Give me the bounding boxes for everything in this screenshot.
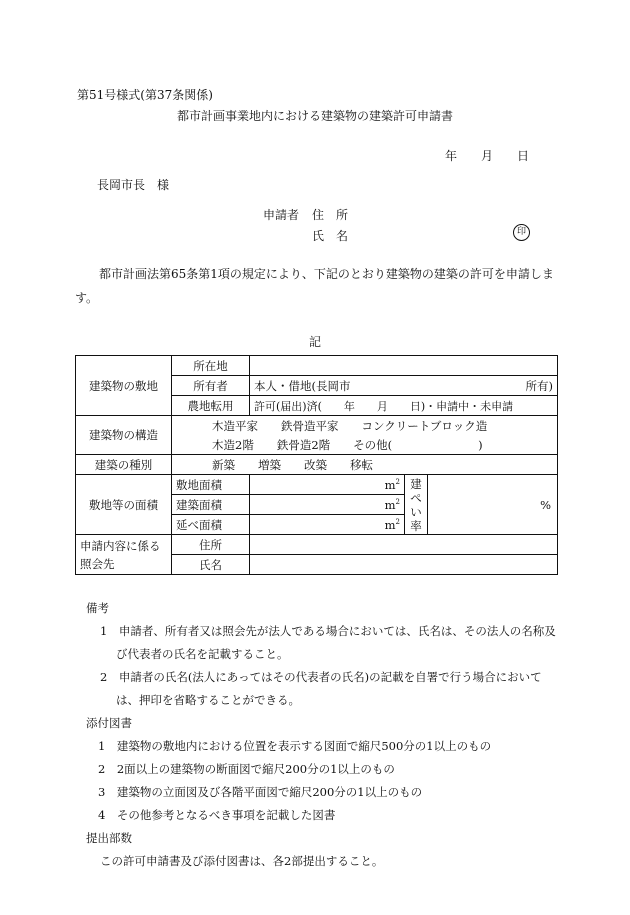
attachment-item: 2 2面以上の建築物の断面図で縮尺200分の1以上のもの (98, 762, 395, 776)
application-details-table (75, 355, 558, 575)
notes-section (86, 597, 556, 873)
structure-label: 建築物の構造 (76, 416, 172, 455)
remarks-heading: 備考 (86, 601, 109, 615)
site-label: 建築物の敷地 (76, 356, 172, 416)
applicant-address-label: 住 所 (312, 208, 349, 222)
coverage-ratio-label: 建 ぺ い 率 (405, 475, 428, 535)
owner-value: 本人・借地(長岡市 (254, 378, 351, 393)
remark-item: 1 申請者、所有者又は照会先が法人である場合においては、氏名は、その法人の名称及び代表者の氏名を記載すること。 (100, 624, 556, 661)
date-month: 月 (481, 149, 494, 163)
location-label: 所在地 (172, 356, 250, 376)
date-year: 年 (445, 149, 458, 163)
contact-address-field[interactable] (250, 535, 558, 555)
attachment-item: 1 建築物の敷地内における位置を表示する図面で縮尺500分の1以上のもの (98, 739, 492, 753)
structure-row2-close: ) (478, 437, 483, 452)
areas-label: 敷地等の面積 (76, 475, 172, 535)
floor-area-label: 延べ面積 (172, 515, 250, 535)
attachment-item: 4 その他参考となるべき事項を記載した図書 (98, 808, 336, 822)
seal-icon: 印 (513, 224, 530, 241)
copies-heading: 提出部数 (86, 831, 132, 845)
application-statement: 都市計画法第65条第1項の規定により、下記のとおり建築物の建築の許可を申請します。 (75, 267, 554, 305)
structure-options-row1[interactable]: 木造平家 鉄骨造平家 コンクリートブロック造 (172, 416, 558, 436)
owner-label: 所有者 (172, 376, 250, 396)
contact-label: 申請内容に係る照会先 (76, 535, 172, 575)
building-area-label: 建築面積 (172, 495, 250, 515)
applicant-name-label: 氏 名 (312, 229, 349, 243)
floor-area-field[interactable]: $m^2$ (250, 515, 405, 535)
table-row (76, 475, 558, 495)
site-area-label: 敷地面積 (172, 475, 250, 495)
percent-sign: % (540, 497, 551, 512)
farmland-field[interactable]: 許可(届出)済( 年 月 日)・申請中・未申請 (250, 396, 558, 416)
construction-type-options[interactable]: 新築 増築 改築 移転 (172, 455, 558, 475)
structure-row2-text: 木造2階 鉄骨造2階 その他( (212, 437, 393, 452)
remark-item: 2 申請者の氏名(法人にあってはその代表者の氏名)の記載を自署で行う場合においては、押印を省略することができる。 (100, 670, 542, 707)
attachments-heading: 添付図書 (86, 716, 132, 730)
copies-text: この許可申請書及び添付図書は、各2部提出すること。 (100, 854, 384, 868)
table-row (76, 455, 558, 475)
date-day: 日 (517, 149, 530, 163)
contact-address-label: 住所 (172, 535, 250, 555)
form-number: 第51号様式(第37条関係) (77, 88, 213, 102)
owner-field[interactable] (250, 376, 558, 396)
attachment-item: 3 建築物の立面図及び各階平面図で縮尺200分の1以上のもの (98, 785, 423, 799)
construction-type-label: 建築の種別 (76, 455, 172, 475)
location-field[interactable] (250, 356, 558, 376)
applicant-label: 申請者 (263, 208, 300, 222)
contact-name-label: 氏名 (172, 555, 250, 575)
addressee: 長岡市長 様 (97, 178, 170, 192)
document-title: 都市計画事業地内における建築物の建築許可申請書 (176, 109, 453, 123)
owner-suffix: 所有) (525, 378, 553, 393)
building-area-field[interactable]: $m^2$ (250, 495, 405, 515)
structure-options-row2[interactable] (172, 435, 558, 455)
ki-heading: 記 (308, 335, 321, 349)
coverage-ratio-field[interactable] (428, 475, 558, 535)
farmland-label: 農地転用 (172, 396, 250, 416)
table-row (76, 356, 558, 376)
date-line (445, 147, 529, 164)
site-area-field[interactable]: $m^2$ (250, 475, 405, 495)
table-row (76, 416, 558, 436)
contact-name-field[interactable] (250, 555, 558, 575)
table-row (76, 535, 558, 555)
